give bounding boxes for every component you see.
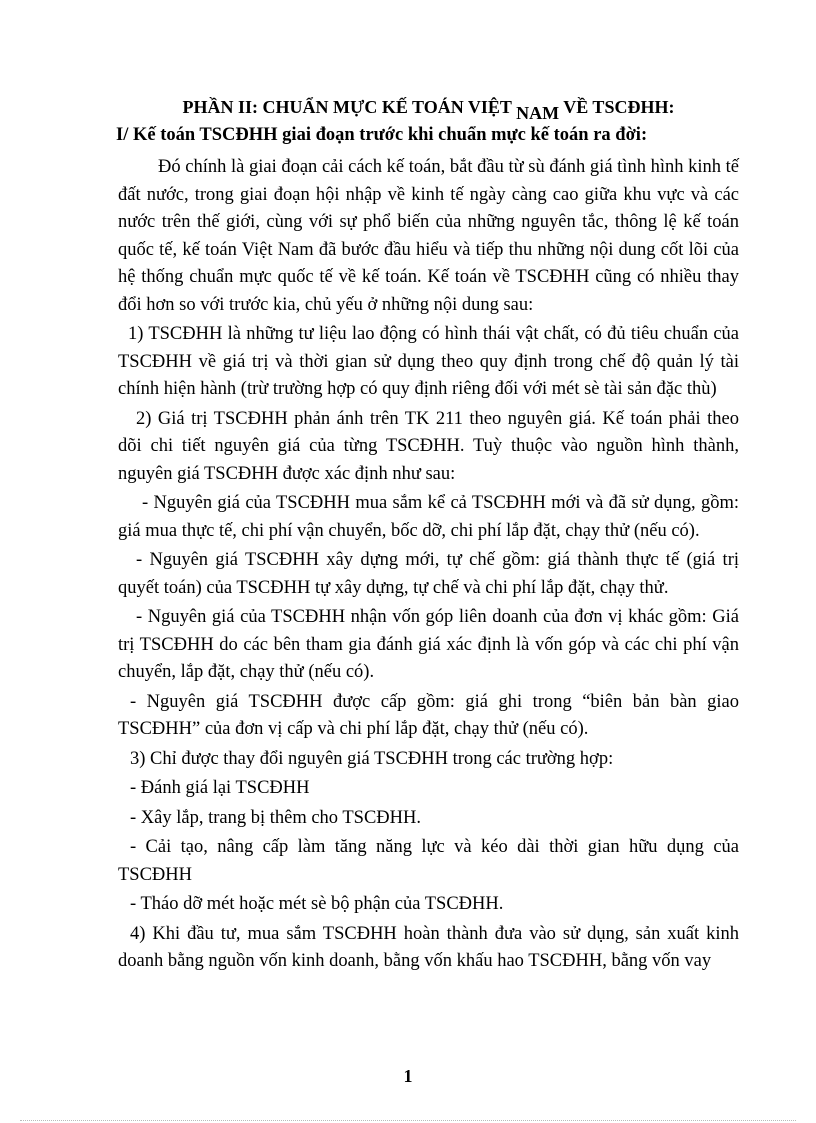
paragraph-dash-upgrade: - Cải tạo, nâng cấp làm tăng năng lực và kéo dài thời gian hữu dụng của TSCĐHH xyxy=(118,837,739,885)
paragraph-dash-build: - Nguyên giá TSCĐHH xây dựng mới, tự chế gồm: giá thành thực tế (giá trị quyết toán) của TSCĐHH tự xây dựng, tự chế và chi phí lắp đặt, chạy thử. xyxy=(118,550,739,598)
page-bottom-divider xyxy=(20,1120,796,1121)
title-end: VỀ TSCĐHH: xyxy=(559,97,675,117)
section-heading: I/ Kế toán TSCĐHH giai đoạn trước khi chuẩn mực kế toán ra đời: xyxy=(116,125,648,145)
document-title xyxy=(118,96,739,123)
paragraph-item-2: 2) Giá trị TSCĐHH phản ánh trên TK 211 theo nguyên giá. Kế toán phải theo dõi chi tiết nguyên giá của từng TSCĐHH. Tuỳ thuộc vào nguồn hình thành, nguyên giá TSCĐHH được xác định như sau: xyxy=(118,408,739,484)
paragraph-dash-revalue: - Đánh giá lại TSCĐHH xyxy=(130,778,310,798)
title-main: PHẦN II: CHUẨN MỰC KẾ TOÁN VIỆT xyxy=(182,97,517,117)
paragraph-item-1: 1) TSCĐHH là những tư liệu lao động có hình thái vật chất, có đủ tiêu chuẩn của TSCĐHH về giá trị và thời gian sử dụng theo quy định trong chế độ quản lý tài chính hiện hành (trừ trường hợp có quy định riêng đối với mét sè tài sản đặc thù) xyxy=(118,324,739,399)
paragraph-dash-dismantle: - Tháo dỡ mét hoặc mét sè bộ phận của TSCĐHH. xyxy=(130,894,504,914)
paragraph-dash-jointventure: - Nguyên giá của TSCĐHH nhận vốn góp liên doanh của đơn vị khác gồm: Giá trị TSCĐHH do các bên tham gia đánh giá xác định là vốn góp và các chi phí vận chuyển, lắp đặt, chạy thử (nếu có). xyxy=(118,607,739,682)
paragraph-dash-equip: - Xây lắp, trang bị thêm cho TSCĐHH. xyxy=(130,807,421,828)
page-number: 1 xyxy=(403,1066,413,1086)
document-page xyxy=(118,96,739,976)
title-subscript: NAM xyxy=(516,103,560,123)
paragraph-dash-purchase: - Nguyên giá của TSCĐHH mua sắm kể cả TSCĐHH mới và đã sử dụng, gồm: giá mua thực tế, chi phí vận chuyển, bốc dỡ, chi phí lắp đặt, chạy thử (nếu có). xyxy=(118,493,739,541)
paragraph-dash-granted: - Nguyên giá TSCĐHH được cấp gồm: giá ghi trong “biên bản bàn giao TSCĐHH” của đơn vị cấp và chi phí lắp đặt, chạy thử (nếu có). xyxy=(118,691,739,739)
paragraph-item-3: 3) Chỉ được thay đổi nguyên giá TSCĐHH trong các trường hợp: xyxy=(130,748,614,769)
paragraph-intro: Đó chính là giai đoạn cải cách kế toán, bắt đầu từ sù đánh giá tình hình kinh tế đất nước, trong giai đoạn hội nhập về kinh tế ngày càng cao giữa khu vực và các nước trên thế giới, cùng với sự phổ biến của những nguyên tắc, thông lệ kế toán quốc tế, kế toán Việt Nam đã bước đầu hiểu và tiếp thu những nội dung cốt lõi của hệ thống chuẩn mực quốc tế về kế toán. Kế toán về TSCĐHH cũng có nhiều thay đổi hơn so với trước kia, chủ yếu ở những nội dung sau: xyxy=(118,157,739,315)
paragraph-item-4: 4) Khi đầu tư, mua sắm TSCĐHH hoàn thành đưa vào sử dụng, sản xuất kinh doanh bằng nguồn vốn kinh doanh, bằng vốn khấu hao TSCĐHH, bằng vốn vay xyxy=(118,923,739,971)
